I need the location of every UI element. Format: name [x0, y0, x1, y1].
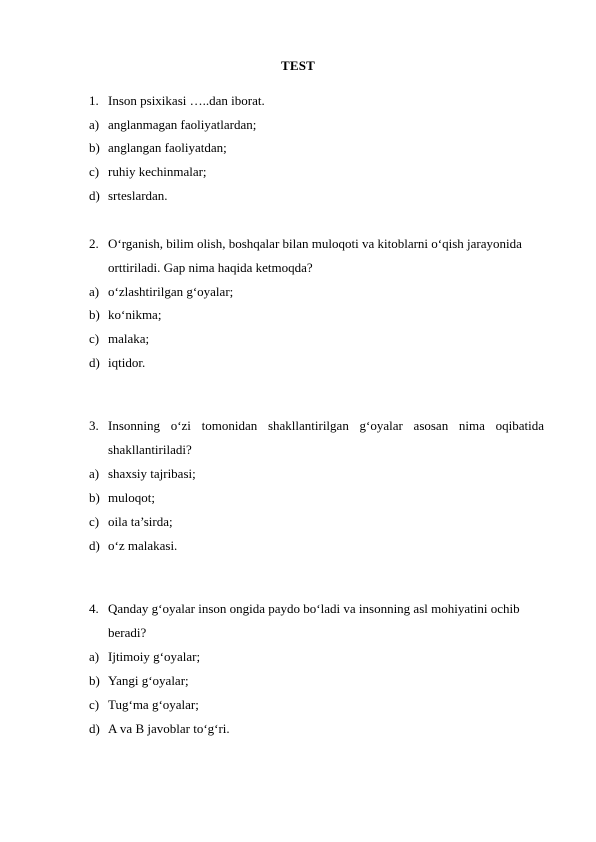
- question-number: 2.: [89, 236, 99, 251]
- option-text: A va B javoblar to‘g‘ri.: [108, 721, 230, 736]
- option-text: o‘z malakasi.: [108, 538, 178, 553]
- option-text: anglanmagan faoliyatlardan;: [108, 117, 257, 132]
- option-letter: c): [89, 164, 100, 179]
- option-letter: c): [89, 514, 100, 529]
- option-letter: c): [89, 331, 100, 346]
- option-letter: b): [89, 307, 100, 322]
- option-text: Yangi g‘oyalar;: [108, 673, 189, 688]
- option-text: ko‘nikma;: [108, 307, 162, 322]
- option-letter: b): [89, 673, 100, 688]
- option-text: malaka;: [108, 331, 150, 346]
- question-number: 1.: [89, 93, 99, 108]
- option-text: ruhiy kechinmalar;: [108, 164, 207, 179]
- option-letter: b): [89, 490, 100, 505]
- option-text: iqtidor.: [108, 355, 146, 370]
- question-text: Qanday g‘oyalar inson ongida paydo bo‘ladi va insonning asl mohiyatini ochib: [108, 601, 520, 616]
- question-text: beradi?: [108, 625, 147, 640]
- option-text: muloqot;: [108, 490, 155, 505]
- option-text: o‘zlashtirilgan g‘oyalar;: [108, 284, 234, 299]
- option-letter: c): [89, 697, 100, 712]
- option-text: srteslardan.: [108, 188, 168, 203]
- option-letter: a): [89, 466, 100, 481]
- question-text: Inson psixikasi …..dan iborat.: [108, 93, 265, 108]
- option-letter: a): [89, 649, 100, 664]
- option-letter: d): [89, 721, 100, 736]
- question-text: Insonning o‘zi tomonidan shakllantirilgan g‘oyalar asosan nima oqibatida: [108, 418, 544, 433]
- option-text: oila ta’sirda;: [108, 514, 173, 529]
- option-text: Tug‘ma g‘oyalar;: [108, 697, 199, 712]
- question-number: 4.: [89, 601, 99, 616]
- option-letter: a): [89, 117, 100, 132]
- option-letter: b): [89, 140, 100, 155]
- option-text: anglangan faoliyatdan;: [108, 140, 227, 155]
- option-letter: d): [89, 538, 100, 553]
- question-text: shakllantiriladi?: [108, 442, 192, 457]
- option-letter: d): [89, 355, 100, 370]
- option-text: shaxsiy tajribasi;: [108, 466, 196, 481]
- question-text: orttiriladi. Gap nima haqida ketmoqda?: [108, 260, 313, 275]
- question-number: 3.: [89, 418, 99, 433]
- page-title: TEST: [280, 58, 316, 73]
- option-letter: a): [89, 284, 100, 299]
- question-text: O‘rganish, bilim olish, boshqalar bilan muloqoti va kitoblarni o‘qish jarayonida: [108, 236, 522, 251]
- option-letter: d): [89, 188, 100, 203]
- option-text: Ijtimoiy g‘oyalar;: [108, 649, 201, 664]
